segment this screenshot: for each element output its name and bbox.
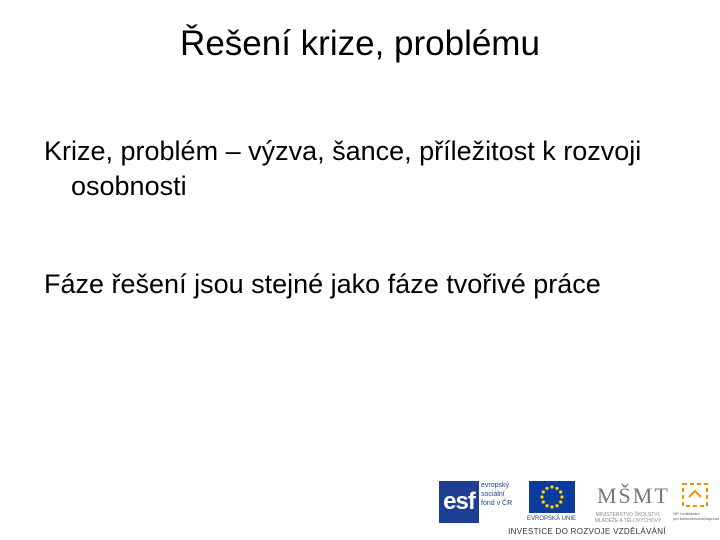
opvk-text <box>673 511 719 521</box>
esf-line2: sociální <box>481 491 505 498</box>
msmt-text <box>587 512 669 524</box>
eu-logo <box>527 481 577 525</box>
opvk-line2: pro konkurenceschopnost <box>673 516 719 521</box>
eu-flag-icon <box>529 481 575 513</box>
esf-logo <box>439 481 525 525</box>
funding-logos-bar <box>437 479 720 540</box>
opvk-emblem-icon <box>673 481 719 509</box>
msmt-line1: MINISTERSTVO ŠKOLSTVÍ, <box>595 512 661 518</box>
msmt-line2: MLÁDEŽE A TĚLOVÝCHOVY <box>594 518 662 524</box>
eu-stars-icon <box>529 481 575 513</box>
esf-mark: esf <box>439 481 479 523</box>
paragraph-crisis-challenge: Krize, problém – výzva, šance, příležitost k rozvoji osobnosti <box>44 136 642 201</box>
paragraph-solution-phases: Fáze řešení jsou stejné jako fáze tvořivé práce <box>44 269 601 299</box>
slide-title: Řešení krize, problému <box>180 24 540 63</box>
opvk-logo <box>673 481 719 525</box>
investment-tagline: INVESTICE DO ROZVOJE VZDĚLÁVÁNÍ <box>508 527 666 536</box>
eu-label: EVROPSKÁ UNIE <box>527 516 577 522</box>
opvk-line1: OP Vzdělávání <box>673 511 700 516</box>
esf-line3: fond v ČR <box>481 500 513 507</box>
msmt-logo <box>587 481 669 525</box>
esf-line1: evropský <box>481 482 510 489</box>
msmt-mark: MŠMT <box>597 483 670 508</box>
esf-text <box>481 481 525 508</box>
